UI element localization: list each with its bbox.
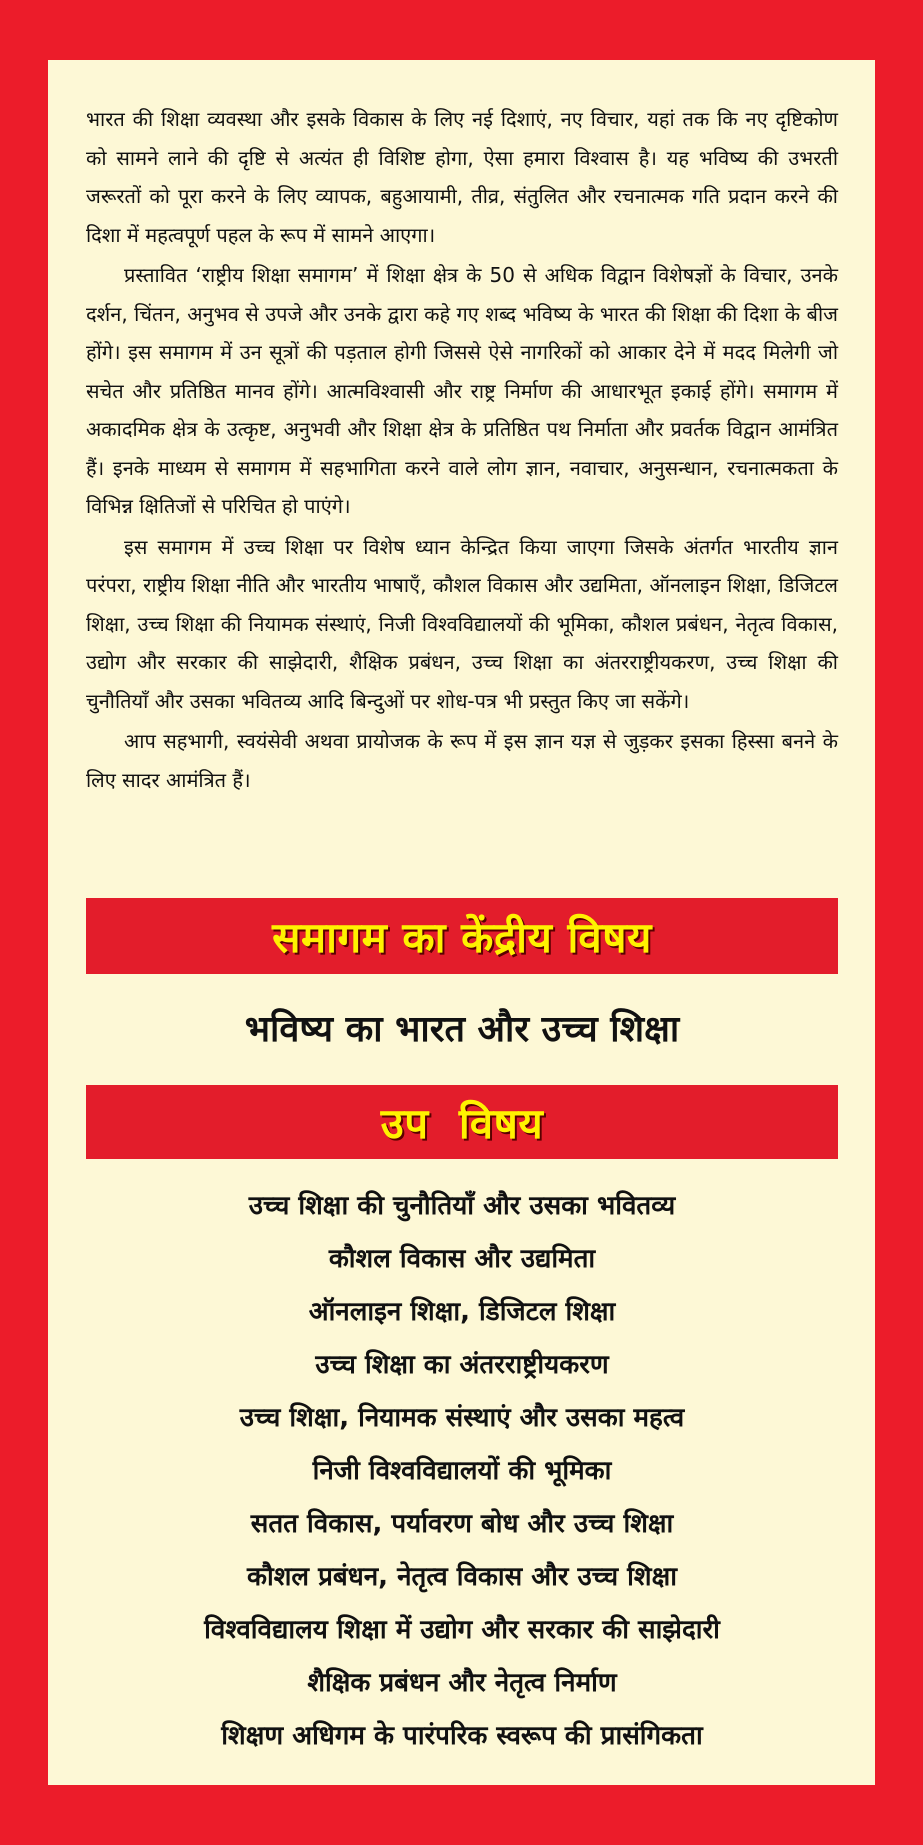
sub-topic-item: उच्च शिक्षा का अंतरराष्ट्रीयकरण [315,1350,609,1380]
sub-topics-heading: उप विषय [380,1098,544,1148]
intro-paragraph-1: भारत की शिक्षा व्यवस्था और इसके विकास के लिए नई दिशाएं, नए विचार, यहां तक कि नए दृष्टिकोण को सामने लाने की दृष्टि से अत्यंत ही विशिष्ट होगा, ऐसा हमारा विश्वास है। यह भविष्य की उभरती जरूरतों को पूरा करने के लिए व्यापक, बहुआयामी, तीव्र, संतुलित और रचनात्मक गति प्रदान करने की दिशा में महत्वपूर्ण पहल के रूप में सामने आएगा। [86,107,838,247]
sub-topic-item: सतत विकास, पर्यावरण बोध और उच्च शिक्षा [250,1509,674,1539]
sub-topic-item: शैक्षिक प्रबंधन और नेतृत्व निर्माण [307,1668,617,1698]
intro-paragraph-2: प्रस्तावित ‘राष्ट्रीय शिक्षा समागम’ में शिक्षा क्षेत्र के 50 से अधिक विद्वान विशेषज्ञों के विचार, उनके दर्शन, चिंतन, अनुभव से उपजे और उनके द्वारा कहे गए शब्द भविष्य के भारत की शिक्षा की दिशा के बीज होंगे। इस समागम में उन सूत्रों की पड़ताल होगी जिससे ऐसे नागरिकों को आकार देने में मदद मिलेगी जो सचेत और प्रतिष्ठित मानव होंगे। आत्मविश्वासी और राष्ट्र निर्माण की आधारभूत इकाई होंगे। समागम में अकादमिक क्षेत्र के उत्कृष्ट, अनुभवी और शिक्षा क्षेत्र के प्रतिष्ठित पथ निर्माता और प्रवर्तक विद्वान आमंत्रित हैं। इनके माध्यम से समागम में सहभागिता करने वाले लोग ज्ञान, नवाचार, अनुसन्धान, रचनात्मकता के विभिन्न क्षितिजों से परिचित हो पाएंगे। [86,263,838,518]
sub-topic-item: उच्च शिक्षा की चुनौतियाँ और उसका भवितव्य [248,1191,676,1221]
central-theme-title: भविष्य का भारत और उच्च शिक्षा [244,1009,680,1050]
intro-paragraph-4: आप सहभागी, स्वयंसेवी अथवा प्रायोजक के रूप में इस ज्ञान यज्ञ से जुड़कर इसका हिस्सा बनने के लिए सादर आमंत्रित हैं। [86,729,838,792]
sub-topic-item: ऑनलाइन शिक्षा, डिजिटल शिक्षा [308,1297,616,1327]
sub-topics-list [86,1180,838,1763]
sub-topic-item: निजी विश्वविद्यालयों की भूमिका [312,1456,612,1486]
intro-paragraph-3: इस समागम में उच्च शिक्षा पर विशेष ध्यान केन्द्रित किया जाएगा जिसके अंतर्गत भारतीय ज्ञान परंपरा, राष्ट्रीय शिक्षा नीति और भारतीय भाषाएँ, कौशल विकास और उद्यमिता, ऑनलाइन शिक्षा, डिजिटल शिक्षा, उच्च शिक्षा की नियामक संस्थाएं, निजी विश्वविद्यालयों की भूमिका, कौशल प्रबंधन, नेतृत्व विकास, उद्योग और सरकार की साझेदारी, शैक्षिक प्रबंधन, उच्च शिक्षा का अंतरराष्ट्रीयकरण, उच्च शिक्षा की चुनौतियाँ और उसका भवितव्य आदि बिन्दुओं पर शोध-पत्र भी प्रस्तुत किए जा सकेंगे। [86,534,838,713]
central-theme-heading: समागम का केंद्रीय विषय [272,912,652,962]
sub-topic-item: उच्च शिक्षा, नियामक संस्थाएं और उसका महत्व [239,1403,685,1433]
sub-topic-item: कौशल विकास और उद्यमिता [328,1244,596,1274]
sub-topic-item: विश्वविद्यालय शिक्षा में उद्योग और सरकार की साझेदारी [204,1615,720,1645]
sub-topic-item: शिक्षण अधिगम के पारंपरिक स्वरूप की प्रासंगिकता [221,1721,703,1751]
intro-text [86,100,838,801]
central-theme-banner [86,898,838,974]
sub-topics-banner [86,1085,838,1159]
sub-topic-item: कौशल प्रबंधन, नेतृत्व विकास और उच्च शिक्षा [247,1562,677,1592]
